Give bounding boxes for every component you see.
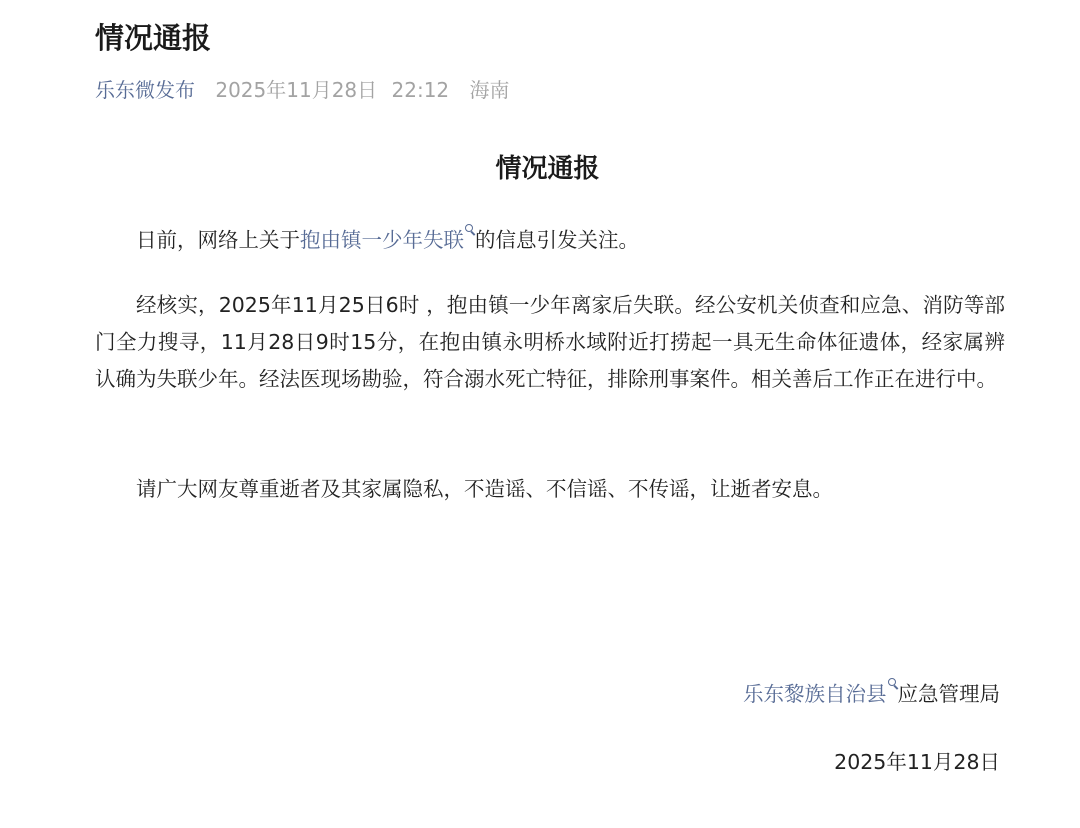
article-meta [95, 74, 510, 106]
search-link-county[interactable]: 乐东黎族自治县 [743, 682, 887, 706]
paragraph-1 [95, 222, 1005, 259]
notice-heading: 情况通报 [495, 154, 600, 184]
paragraph-3: 请广大网友尊重逝者及其家属隐私，不造谣、不信谣、不传谣，让逝者安息。 [136, 477, 833, 501]
search-link-missing-teen[interactable]: 抱由镇一少年失联 [300, 228, 464, 252]
publish-date: 2025年11月28日 [215, 78, 378, 102]
paragraph-2: 经核实，2025年11月25日6时 ，抱由镇一少年离家后失联。经公安机关侦查和应急、消防等部门全力搜寻，11月28日9时15分，在抱由镇永明桥水域附近打捞起一具无生命体征遗体，经家属辨认确为失联少年。经法医现场勘验，符合溺水死亡特征，排除刑事案件。相关善后工作正在进行中。 [95, 293, 1005, 391]
account-name-link[interactable]: 乐东微发布 [95, 78, 195, 102]
signature-date: 2025年11月28日 [834, 750, 1000, 774]
page-title: 情况通报 [95, 21, 212, 55]
publish-time: 22:12 [391, 78, 450, 102]
signature [743, 676, 1000, 712]
search-icon[interactable] [888, 678, 897, 692]
signature-org: 应急管理局 [897, 682, 1000, 706]
publish-location: 海南 [469, 78, 510, 102]
search-icon[interactable] [465, 224, 474, 238]
paragraph-1-text-after: 的信息引发关注。 [475, 228, 639, 252]
paragraph-1-text-before: 日前，网络上关于 [136, 228, 300, 252]
